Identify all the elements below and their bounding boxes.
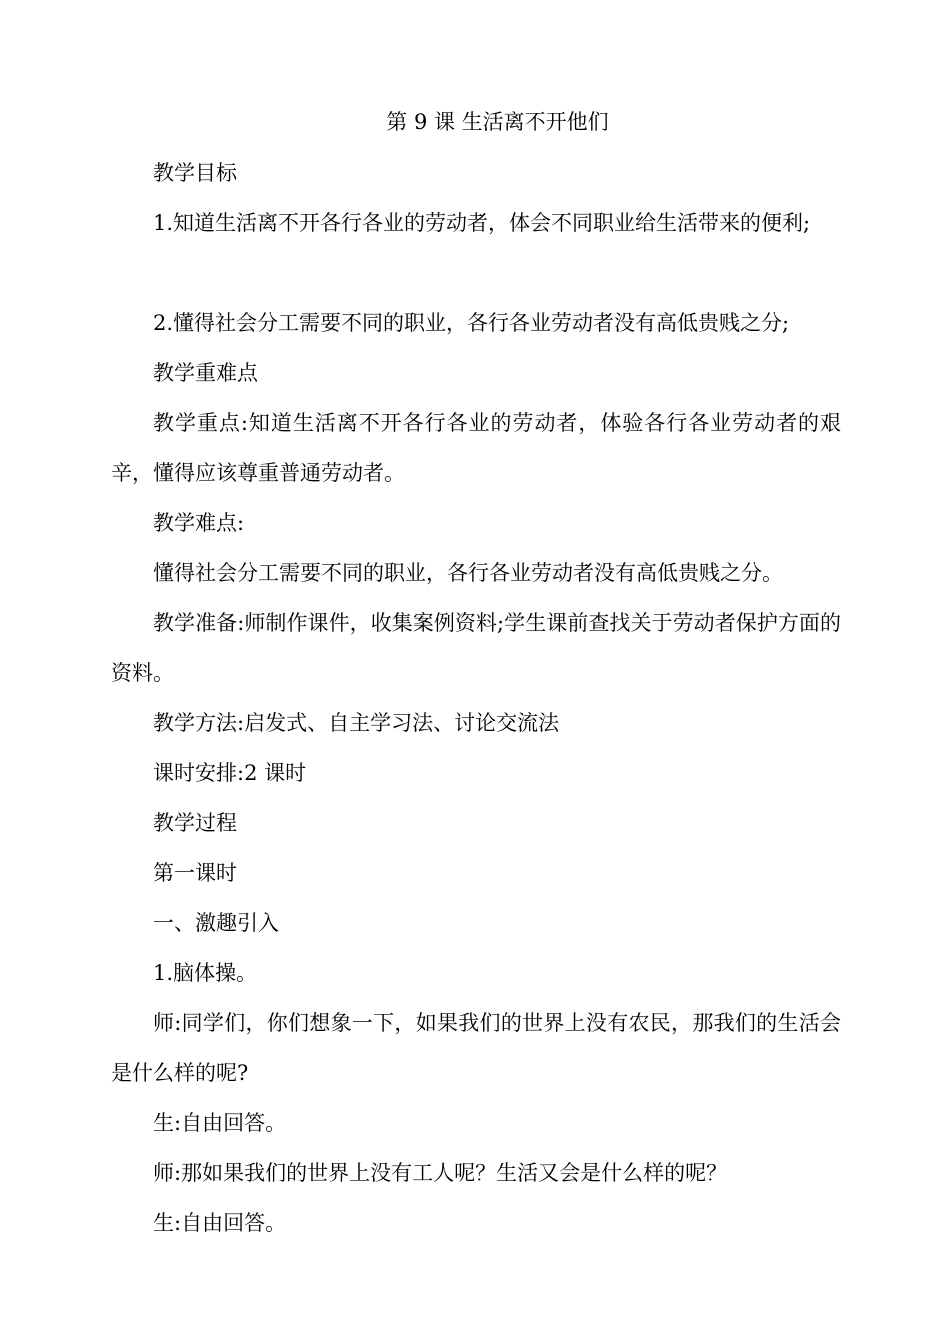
teacher-question-1: 师:同学们，你们想象一下，如果我们的世界上没有农民，那我们的生活会是什么样的呢?	[111, 1011, 841, 1085]
teaching-method-paragraph: 教学方法:启发式、自主学习法、讨论交流法	[153, 711, 560, 735]
heading-key-difficult-points: 教学重难点	[153, 361, 258, 385]
section-introduction: 一、激趣引入	[153, 911, 279, 935]
student-answer-2: 生:自由回答。	[153, 1211, 287, 1235]
difficult-point-paragraph: 懂得社会分工需要不同的职业，各行各业劳动者没有高低贵贱之分。	[153, 561, 783, 585]
heading-first-lesson: 第一课时	[153, 861, 237, 885]
teacher-question-2: 师:那如果我们的世界上没有工人呢？生活又会是什么样的呢？	[153, 1161, 728, 1185]
heading-teaching-goals: 教学目标	[153, 161, 237, 185]
heading-teaching-process: 教学过程	[153, 811, 237, 835]
class-hours-paragraph: 课时安排:2 课时	[153, 761, 307, 785]
teaching-preparation-paragraph: 教学准备:师制作课件，收集案例资料;学生课前查找关于劳动者保护方面的资料。	[111, 611, 841, 685]
activity-brain-exercise: 1.脑体操。	[153, 961, 258, 985]
goal-item-1: 1.知道生活离不开各行各业的劳动者，体会不同职业给生活带来的便利;	[153, 211, 811, 235]
goal-item-2: 2.懂得社会分工需要不同的职业，各行各业劳动者没有高低贵贱之分;	[153, 311, 790, 335]
key-point-paragraph: 教学重点:知道生活离不开各行各业的劳动者，体验各行各业劳动者的艰辛，懂得应该尊重普通劳动者。	[111, 411, 841, 485]
student-answer-1: 生:自由回答。	[153, 1111, 287, 1135]
lesson-title: 第 9 课 生活离不开他们	[386, 110, 609, 134]
difficult-point-label: 教学难点:	[153, 511, 245, 535]
